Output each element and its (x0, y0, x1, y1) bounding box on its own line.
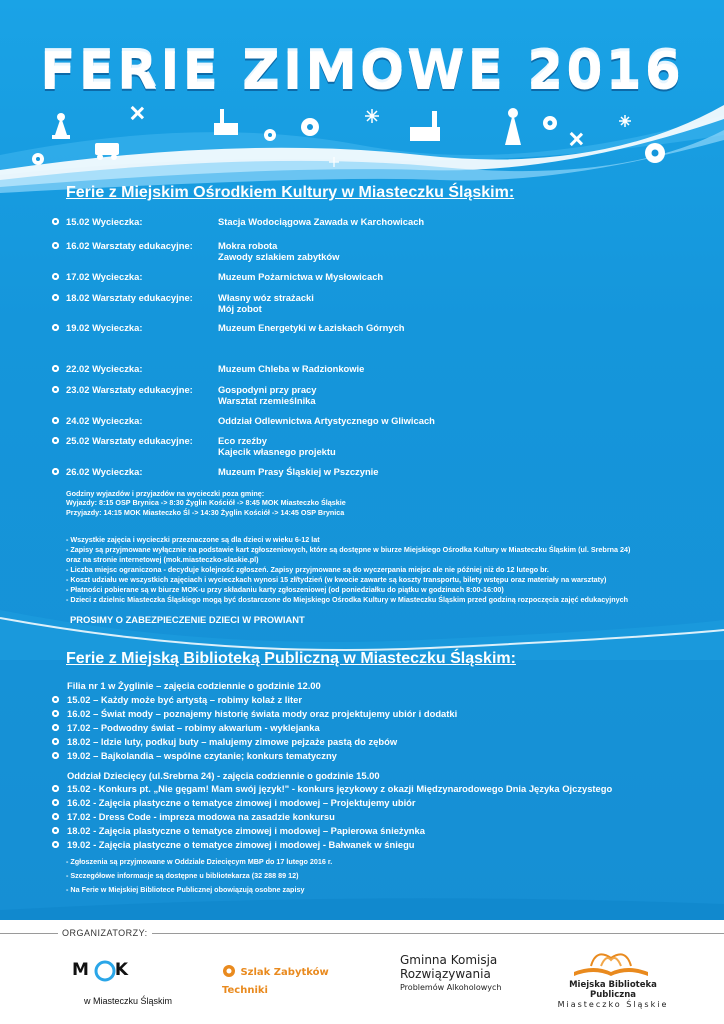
note-line: - Wszystkie zajęcia i wycieczki przeznaczone są dla dzieci w wieku 6-12 lat (66, 535, 320, 544)
gear-icon (264, 129, 276, 141)
schedule-desc: Własny wóz strażacki Mój zobot (218, 292, 314, 314)
schedule-desc: Muzeum Chleba w Radzionkowie (218, 363, 365, 374)
mok-logo-letters: M K (72, 960, 139, 980)
bullet-icon (52, 841, 59, 848)
schedule-date: 16.02 Warsztaty edukacyjne: (66, 240, 193, 251)
note-line: - Liczba miejsc ograniczona - decyduje kolejność zgłoszeń. Zapisy przyjmowane są do wyczerpania miejsc ale nie później niż do 12 lutego br. (66, 565, 549, 574)
organizers-label: ORGANIZATORZY: (58, 928, 152, 938)
schedule-date: 17.02 Wycieczka: (66, 271, 143, 282)
mok-logo-subtitle: w Miasteczku Śląskim (84, 996, 173, 1006)
bullet-icon (52, 752, 59, 759)
schedule-date: 25.02 Warsztaty edukacyjne: (66, 435, 193, 446)
note-line: - Zgłoszenia są przyjmowane w Oddziale Dziecięcym MBP do 17 lutego 2016 r. (66, 857, 333, 866)
snowflake-icon (619, 115, 631, 127)
schedule-desc: Stacja Wodociągowa Zawada w Karchowicach (218, 216, 425, 227)
filia-heading: Filia nr 1 w Żyglinie – zajęcia codziennie o godzinie 12.00 (67, 680, 321, 691)
poster-title: FERIE ZIMOWE 2016 (40, 42, 684, 102)
mok-notes (66, 535, 706, 605)
schedule-desc: Eco rzeźby Kajecik własnego projektu (218, 435, 336, 457)
schedule-date: 26.02 Wycieczka: (66, 466, 143, 477)
schedule-date: 15.02 Wycieczka: (66, 216, 143, 227)
bullet-icon (52, 813, 59, 820)
mbp-section-heading: Ferie z Miejską Biblioteką Publiczną w Miasteczku Śląskim: (66, 650, 516, 667)
note-line: - Zapisy są przyjmowane wyłącznie na podstawie kart zgłoszeniowych, które są dostępne w biurze Miejskiego Ośrodka Kultury w Miasteczku Śląskim (ul. Srebrna 24) (66, 545, 631, 554)
bullet-icon (52, 696, 59, 703)
gear-icon (645, 143, 665, 163)
bullet-icon (52, 738, 59, 745)
poster-background: FERIE ZIMOWE 2016 Ferie z Miejskim Ośrodkiem Kultury w Miasteczku Śląskim: 15.02 Wycieczka: Stacja Wodociągowa Zawada w Karchowicach 16.02 Warsztaty edukacyjne: Mokra robota Zawody szlakiem zabytków 17.02 Wycieczka: Muzeum Pożarnictwa w Mysłowicach 18.02 Warsztaty edukacyjne: Własny wóz strażacki Mój zobot 19.02 Wycieczka: Muzeum Energetyki w Łaziskach Górnych 22.02 Wycieczka: Muzeum Chleba w Radzionkowie 23.02 Warsztaty edukacyjne: Gospodyni przy pracy Warsztat rzemieślnika 24.02 Wycieczka: Oddział Odlewnictwa Artystycznego w Gliwicach 25.02 Warsztaty edukacyjne: Eco rzeźby Kajecik własnego projektu 26.02 Wycieczka: Muzeum Prasy Śląskiej w Pszczynie Godziny wyjazdów i przyjazdów na wycieczki poza gminę: Wyjazdy: 8:15 OSP Brynica -> 8:30 Żyglin Kościół -> 8:45 MOK Miasteczko Śląskie Przyjazdy: 14:15 MOK Miasteczko Śl -> 14:30 Żyglin Kościół -> 14:45 OSP Brynica - Wszystkie zajęcia i wycieczki przeznaczone są dla dzieci w wieku 6-12 lat - Zapisy są przyjmowane wyłącznie na podstawie kart zgłoszeniowych, które są dostępne w biurze Miejskiego Ośrodka Kultury w Miasteczku Śląskim (ul. Srebrna 24) oraz na stronie internetowej (mok.miasteczko-slaskie.pl) - Liczba miejsc ograniczona - decyduje kolejność zgłoszeń. Zapisy przyjmowane są do wyczerpania miejsc ale nie później niż do 12 lutego br. - Koszt udziału we wszystkich zajęciach i wycieczkach wynosi 15 zł/tydzień (w kwocie zawarte są koszty transportu, bilety wstępu oraz materiały na warsztaty) - Płatności pobierane są w biurze MOK-u przy składaniu karty zgłoszeniowej (od poniedziałku do piątku w godzinach 8:00-16:00) - Dzieci z dzielnic Miasteczka Śląskiego mogą być dostarczone do Miejskiego Ośrodka Kultury w Miasteczku Śląskim przed godziną rozpoczęcia zajęć edukacyjnych PROSIMY O ZABEZPIECZENIE DZIECI W PROWIANT Ferie z Miejską Biblioteką Publiczną w Miasteczku Śląskim: Filia nr 1 w Żyglinie – zajęcia codziennie o godzinie 12.00 15.02 – Każdy może być artystą – robimy kolaż z liter 16.02 – Świat mody – poznajemy historię świata mody oraz projektujemy ubiór i dodatki 17.02 – Podwodny świat – robimy akwarium - wyklejanka 18.02 – Idzie luty, podkuj buty – malujemy zimowe pejzaże pastą do zębów 19.02 – Bajkolandia – wspólne czytanie; konkurs tematyczny Oddział Dziecięcy (ul.Srebrna 24) - zajęcia codziennie o godzinie 15.00 15.02 - Konkurs pt. „Nie gęgam! Mam swój język!" - konkurs językowy z okazji Międzynarodowego Dnia Języka Ojczystego 16.02 - Zajęcia plastyczne o tematyce zimowej i modowej – Projektujemy ubiór 17.02 - Dress Code - impreza modowa na zasadzie konkursu 18.02 - Zajęcia plastyczne o tematyce zimowej i modowej – Papierowa śnieżynka 19.02 - Zajęcia plastyczne o tematyce zimowej i modowej - Bałwanek w śniegu - Zgłoszenia są przyjmowane w Oddziale Dziecięcym MBP do 17 lutego 2016 r. - Szczegółowe informacje są dostępne u bibliotekarza (32 288 89 12) - Na Ferie w Miejskiej Bibliotece Publicznej obowiązują osobne zapisy (0, 0, 724, 920)
schedule-desc: Gospodyni przy pracy Warsztat rzemieślnika (218, 384, 317, 406)
schedule-date: 22.02 Wycieczka: (66, 363, 143, 374)
bullet-icon (52, 294, 59, 301)
szlak-logo-text: Szlak Zabytków Techniki (222, 967, 329, 996)
mok-section-heading: Ferie z Miejskim Ośrodkiem Kultury w Miasteczku Śląskim: (66, 184, 515, 201)
schedule-date: 19.02 Wycieczka: (66, 322, 143, 333)
hammer-pick-icon (570, 132, 583, 146)
gear-icon (543, 116, 557, 130)
hours-departures: Wyjazdy: 8:15 OSP Brynica -> 8:30 Żyglin Kościół -> 8:45 MOK Miasteczko Śląskie (66, 498, 346, 508)
bullet-icon (52, 437, 59, 444)
bullet-icon (52, 724, 59, 731)
bullet-icon (52, 242, 59, 249)
szlak-logo (222, 962, 372, 998)
gear-icon (32, 153, 44, 165)
prosimy-notice: PROSIMY O ZABEZPIECZENIE DZIECI W PROWIANT (70, 614, 305, 625)
schedule-desc: Muzeum Pożarnictwa w Mysłowicach (218, 271, 384, 282)
schedule-desc: Muzeum Prasy Śląskiej w Pszczynie (218, 466, 379, 477)
schedule-desc: Oddział Odlewnictwa Artystycznego w Gliwicach (218, 415, 435, 426)
schedule-date: 18.02 Warsztaty edukacyjne: (66, 292, 193, 303)
mine-tower-icon (505, 108, 521, 145)
gear-icon (222, 964, 236, 978)
schedule-date: 23.02 Warsztaty edukacyjne: (66, 384, 193, 395)
bullet-icon (52, 365, 59, 372)
bullet-icon (52, 417, 59, 424)
note-line: - Dzieci z dzielnic Miasteczka Śląskiego mogą być dostarczone do Miejskiego Ośrodka Kultury w Miasteczku Śląskim przed godziną rozpoczęcia zajęć edukacyjnych (66, 595, 629, 604)
schedule-desc: Mokra robota Zawody szlakiem zabytków (218, 240, 340, 262)
mbp-logo: Miejska Biblioteka Publiczna Miasteczko Śląskie (548, 944, 678, 1009)
gear-icon (301, 118, 319, 136)
mok-logo (68, 960, 188, 1006)
bottom-wave (0, 890, 724, 920)
note-line: - Szczegółowe informacje są dostępne u bibliotekarza (32 288 89 12) (66, 871, 299, 880)
gkrpa-logo: Gminna Komisja Rozwiązywania Problemów Alkoholowych (400, 953, 502, 992)
open-book-icon (566, 944, 656, 980)
schedule-date: 24.02 Wycieczka: (66, 415, 143, 426)
mok-o-ring-icon (94, 960, 116, 982)
oddzial-heading: Oddział Dziecięcy (ul.Srebrna 24) - zajęcia codziennie o godzinie 15.00 (67, 770, 380, 781)
bullet-icon (52, 799, 59, 806)
bullet-icon (52, 827, 59, 834)
schedule-desc: Muzeum Energetyki w Łaziskach Górnych (218, 322, 405, 333)
note-line: - Na Ferie w Miejskiej Bibliotece Publicznej obowiązują osobne zapisy (66, 885, 305, 894)
bullet-icon (52, 273, 59, 280)
bullet-icon (52, 785, 59, 792)
bullet-icon (52, 468, 59, 475)
factory-icon (214, 109, 238, 135)
hours-arrivals: Przyjazdy: 14:15 MOK Miasteczko Śl -> 14:30 Żyglin Kościół -> 14:45 OSP Brynica (66, 507, 345, 517)
hours-heading: Godziny wyjazdów i przyjazdów na wycieczki poza gminę: (66, 489, 265, 498)
bullet-icon (52, 218, 59, 225)
hammer-pick-icon (131, 106, 144, 120)
note-line: - Płatności pobierane są w biurze MOK-u przy składaniu karty zgłoszeniowej (od poniedziałku do piątku w godzinach 8:00-16:00) (66, 585, 504, 594)
winter-decoration (0, 95, 724, 195)
note-line: - Koszt udziału we wszystkich zajęciach i wycieczkach wynosi 15 zł/tydzień (w kwocie zawarte są koszty transportu, bilety wstępu oraz materiały na warsztaty) (66, 575, 607, 584)
bullet-icon (52, 710, 59, 717)
mine-tower-icon (52, 113, 70, 139)
bullet-icon (52, 324, 59, 331)
factory-icon (410, 111, 440, 141)
note-line: oraz na stronie internetowej (mok.miasteczko-slaskie.pl) (66, 555, 259, 564)
bullet-icon (52, 386, 59, 393)
travel-hours (66, 489, 706, 517)
snowflake-icon (365, 109, 379, 123)
